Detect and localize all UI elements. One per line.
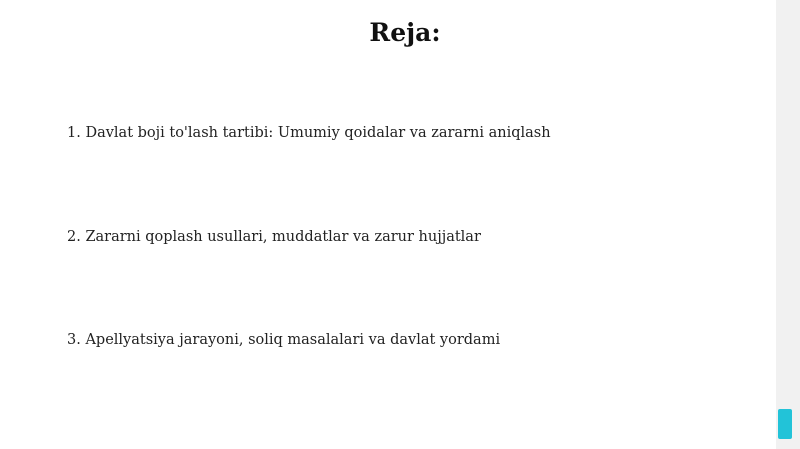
plan-item-3: 3. Apellyatsiya jarayoni, soliq masalalari va davlat yordami <box>67 332 501 348</box>
plan-item-2: 2. Zararni qoplash usullari, muddatlar va zarur hujjatlar <box>67 229 481 245</box>
scrollbar-thumb[interactable] <box>778 409 792 439</box>
plan-item-1: 1. Davlat boji to'lash tartibi: Umumiy qoidalar va zararni aniqlash <box>67 125 551 141</box>
scrollbar-track[interactable] <box>776 0 800 449</box>
slide-title: Reja: <box>369 18 441 47</box>
